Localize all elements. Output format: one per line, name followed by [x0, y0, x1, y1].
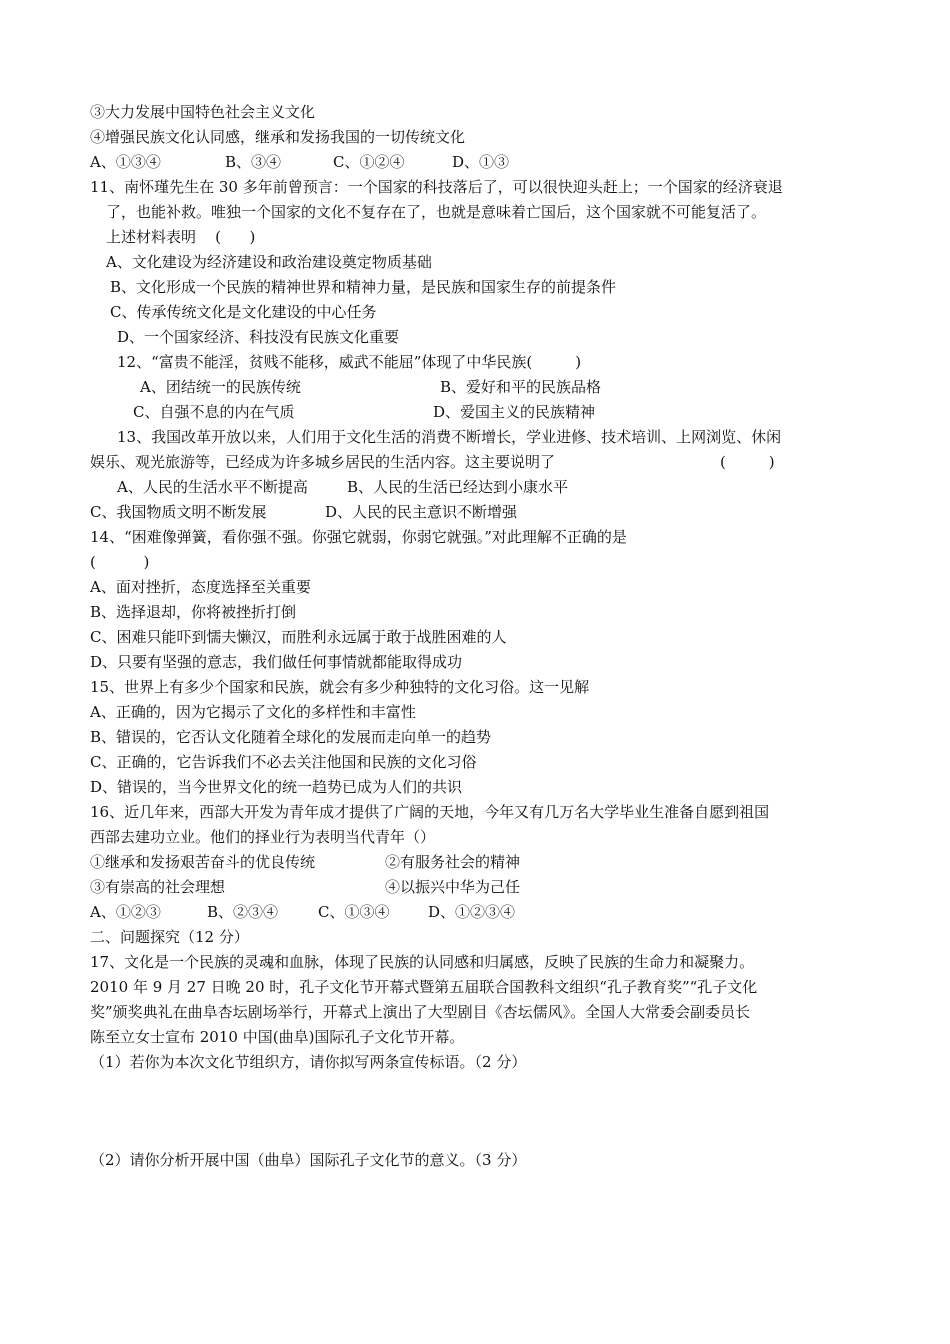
q11-stem-line-1: 11、南怀瑾先生在 30 多年前曾预言：一个国家的科技落后了，可以很快迎头赶上；一个国家的经济衰退 — [90, 178, 783, 196]
section-2-heading: 二、问题探究（12 分） — [90, 928, 249, 946]
q14-option-d: D、只要有坚强的意志，我们做任何事情就都能取得成功 — [90, 653, 463, 671]
q16-item-4: ④以振兴中华为己任 — [385, 878, 521, 896]
q12-option-c: C、自强不息的内在气质 — [133, 403, 295, 421]
q13-stem-line-2: 娱乐、观光旅游等，已经成为许多城乡居民的生活内容。这主要说明了 — [90, 453, 556, 471]
q15-option-a: A、正确的，因为它揭示了文化的多样性和丰富性 — [90, 703, 416, 721]
q16-option-d: D、①②③④ — [428, 903, 516, 921]
q11-stem-line-2: 了，也能补救。唯独一个国家的文化不复存在了，也就是意味着亡国后，这个国家就不可能复活了。 — [106, 203, 767, 221]
q10-option-a: A、①③④ — [90, 153, 161, 171]
q16-item-1: ①继承和发扬艰苦奋斗的优良传统 — [90, 853, 316, 871]
q12-option-d: D、爱国主义的民族精神 — [433, 403, 596, 421]
q11-option-a: A、文化建设为经济建设和政治建设奠定物质基础 — [106, 253, 432, 271]
q16-option-c: C、①③④ — [318, 903, 390, 921]
q11-option-c: C、传承传统文化是文化建设的中心任务 — [110, 303, 377, 321]
q16-item-3: ③有崇高的社会理想 — [90, 878, 226, 896]
q16-stem-line-2: 西部去建功立业。他们的择业行为表明当代青年（） — [90, 828, 436, 846]
q13-option-a: A、人民的生活水平不断提高 — [117, 478, 308, 496]
q10-item-4: ④增强民族文化认同感，继承和发扬我国的一切传统文化 — [90, 128, 466, 146]
q13-option-d: D、人民的民主意识不断增强 — [325, 503, 518, 521]
q15-stem: 15、世界上有多少个国家和民族，就会有多少种独特的文化习俗。这一见解 — [90, 678, 590, 696]
q14-stem: 14、“困难像弹簧，看你强不强。你强它就弱，你弱它就强。”对此理解不正确的是 — [90, 528, 627, 546]
q12-option-b: B、爱好和平的民族品格 — [440, 378, 602, 396]
q13-option-c: C、我国物质文明不断发展 — [90, 503, 267, 521]
q14-option-c: C、困难只能吓到懦夫懒汉，而胜利永远属于敢于战胜困难的人 — [90, 628, 507, 646]
q13-answer-paren: ( ) — [720, 453, 775, 471]
q14-option-b: B、选择退却，你将被挫折打倒 — [90, 603, 297, 621]
q15-option-c: C、正确的，它告诉我们不必去关注他国和民族的文化习俗 — [90, 753, 477, 771]
q17-stem-line-2: 2010 年 9 月 27 日晚 20 时，孔子文化节开幕式暨第五届联合国教科文组织“孔子教育奖”“孔子文化 — [90, 978, 758, 996]
q10-option-c: C、①②④ — [333, 153, 405, 171]
q17-subquestion-1: （1）若你为本次文化节组织方，请你拟写两条宣传标语。（2 分） — [90, 1053, 527, 1071]
q17-subquestion-2: （2）请你分析开展中国（曲阜）国际孔子文化节的意义。（3 分） — [90, 1151, 527, 1169]
q16-item-2: ②有服务社会的精神 — [385, 853, 521, 871]
q13-stem-line-1: 13、我国改革开放以来，人们用于文化生活的消费不断增长，学业进修、技术培训、上网浏览、休闲 — [117, 428, 782, 446]
q12-stem: 12、“富贵不能淫，贫贱不能移，威武不能屈”体现了中华民族( ) — [117, 353, 582, 371]
q14-option-a: A、面对挫折，态度选择至关重要 — [90, 578, 311, 596]
q14-answer-paren: ( ) — [90, 553, 150, 571]
q15-option-d: D、错误的，当今世界文化的统一趋势已成为人们的共识 — [90, 778, 463, 796]
q17-stem-line-3: 奖”颁奖典礼在曲阜杏坛剧场举行，开幕式上演出了大型剧目《杏坛儒风》。全国人大常委会副委员长 — [90, 1003, 751, 1021]
q15-option-b: B、错误的，它否认文化随着全球化的发展而走向单一的趋势 — [90, 728, 492, 746]
q16-option-a: A、①②③ — [90, 903, 161, 921]
q17-stem-line-4: 陈至立女士宣布 2010 中国(曲阜)国际孔子文化节开幕。 — [90, 1028, 465, 1046]
q11-option-d: D、一个国家经济、科技没有民族文化重要 — [117, 328, 400, 346]
q13-option-b: B、人民的生活已经达到小康水平 — [347, 478, 569, 496]
q17-stem-line-1: 17、文化是一个民族的灵魂和血脉，体现了民族的认同感和归属感，反映了民族的生命力和凝聚力。 — [90, 953, 755, 971]
q11-option-b: B、文化形成一个民族的精神世界和精神力量，是民族和国家生存的前提条件 — [110, 278, 617, 296]
q12-option-a: A、团结统一的民族传统 — [140, 378, 301, 396]
q16-option-b: B、②③④ — [207, 903, 279, 921]
q10-option-b: B、③④ — [225, 153, 282, 171]
q16-stem-line-1: 16、近几年来，西部大开发为青年成才提供了广阔的天地，今年又有几万名大学毕业生准备自愿到祖国 — [90, 803, 770, 821]
q10-option-d: D、①③ — [452, 153, 510, 171]
q11-stem-line-3: 上述材料表明 ( ) — [106, 228, 256, 246]
q10-item-3: ③大力发展中国特色社会主义文化 — [90, 103, 316, 121]
